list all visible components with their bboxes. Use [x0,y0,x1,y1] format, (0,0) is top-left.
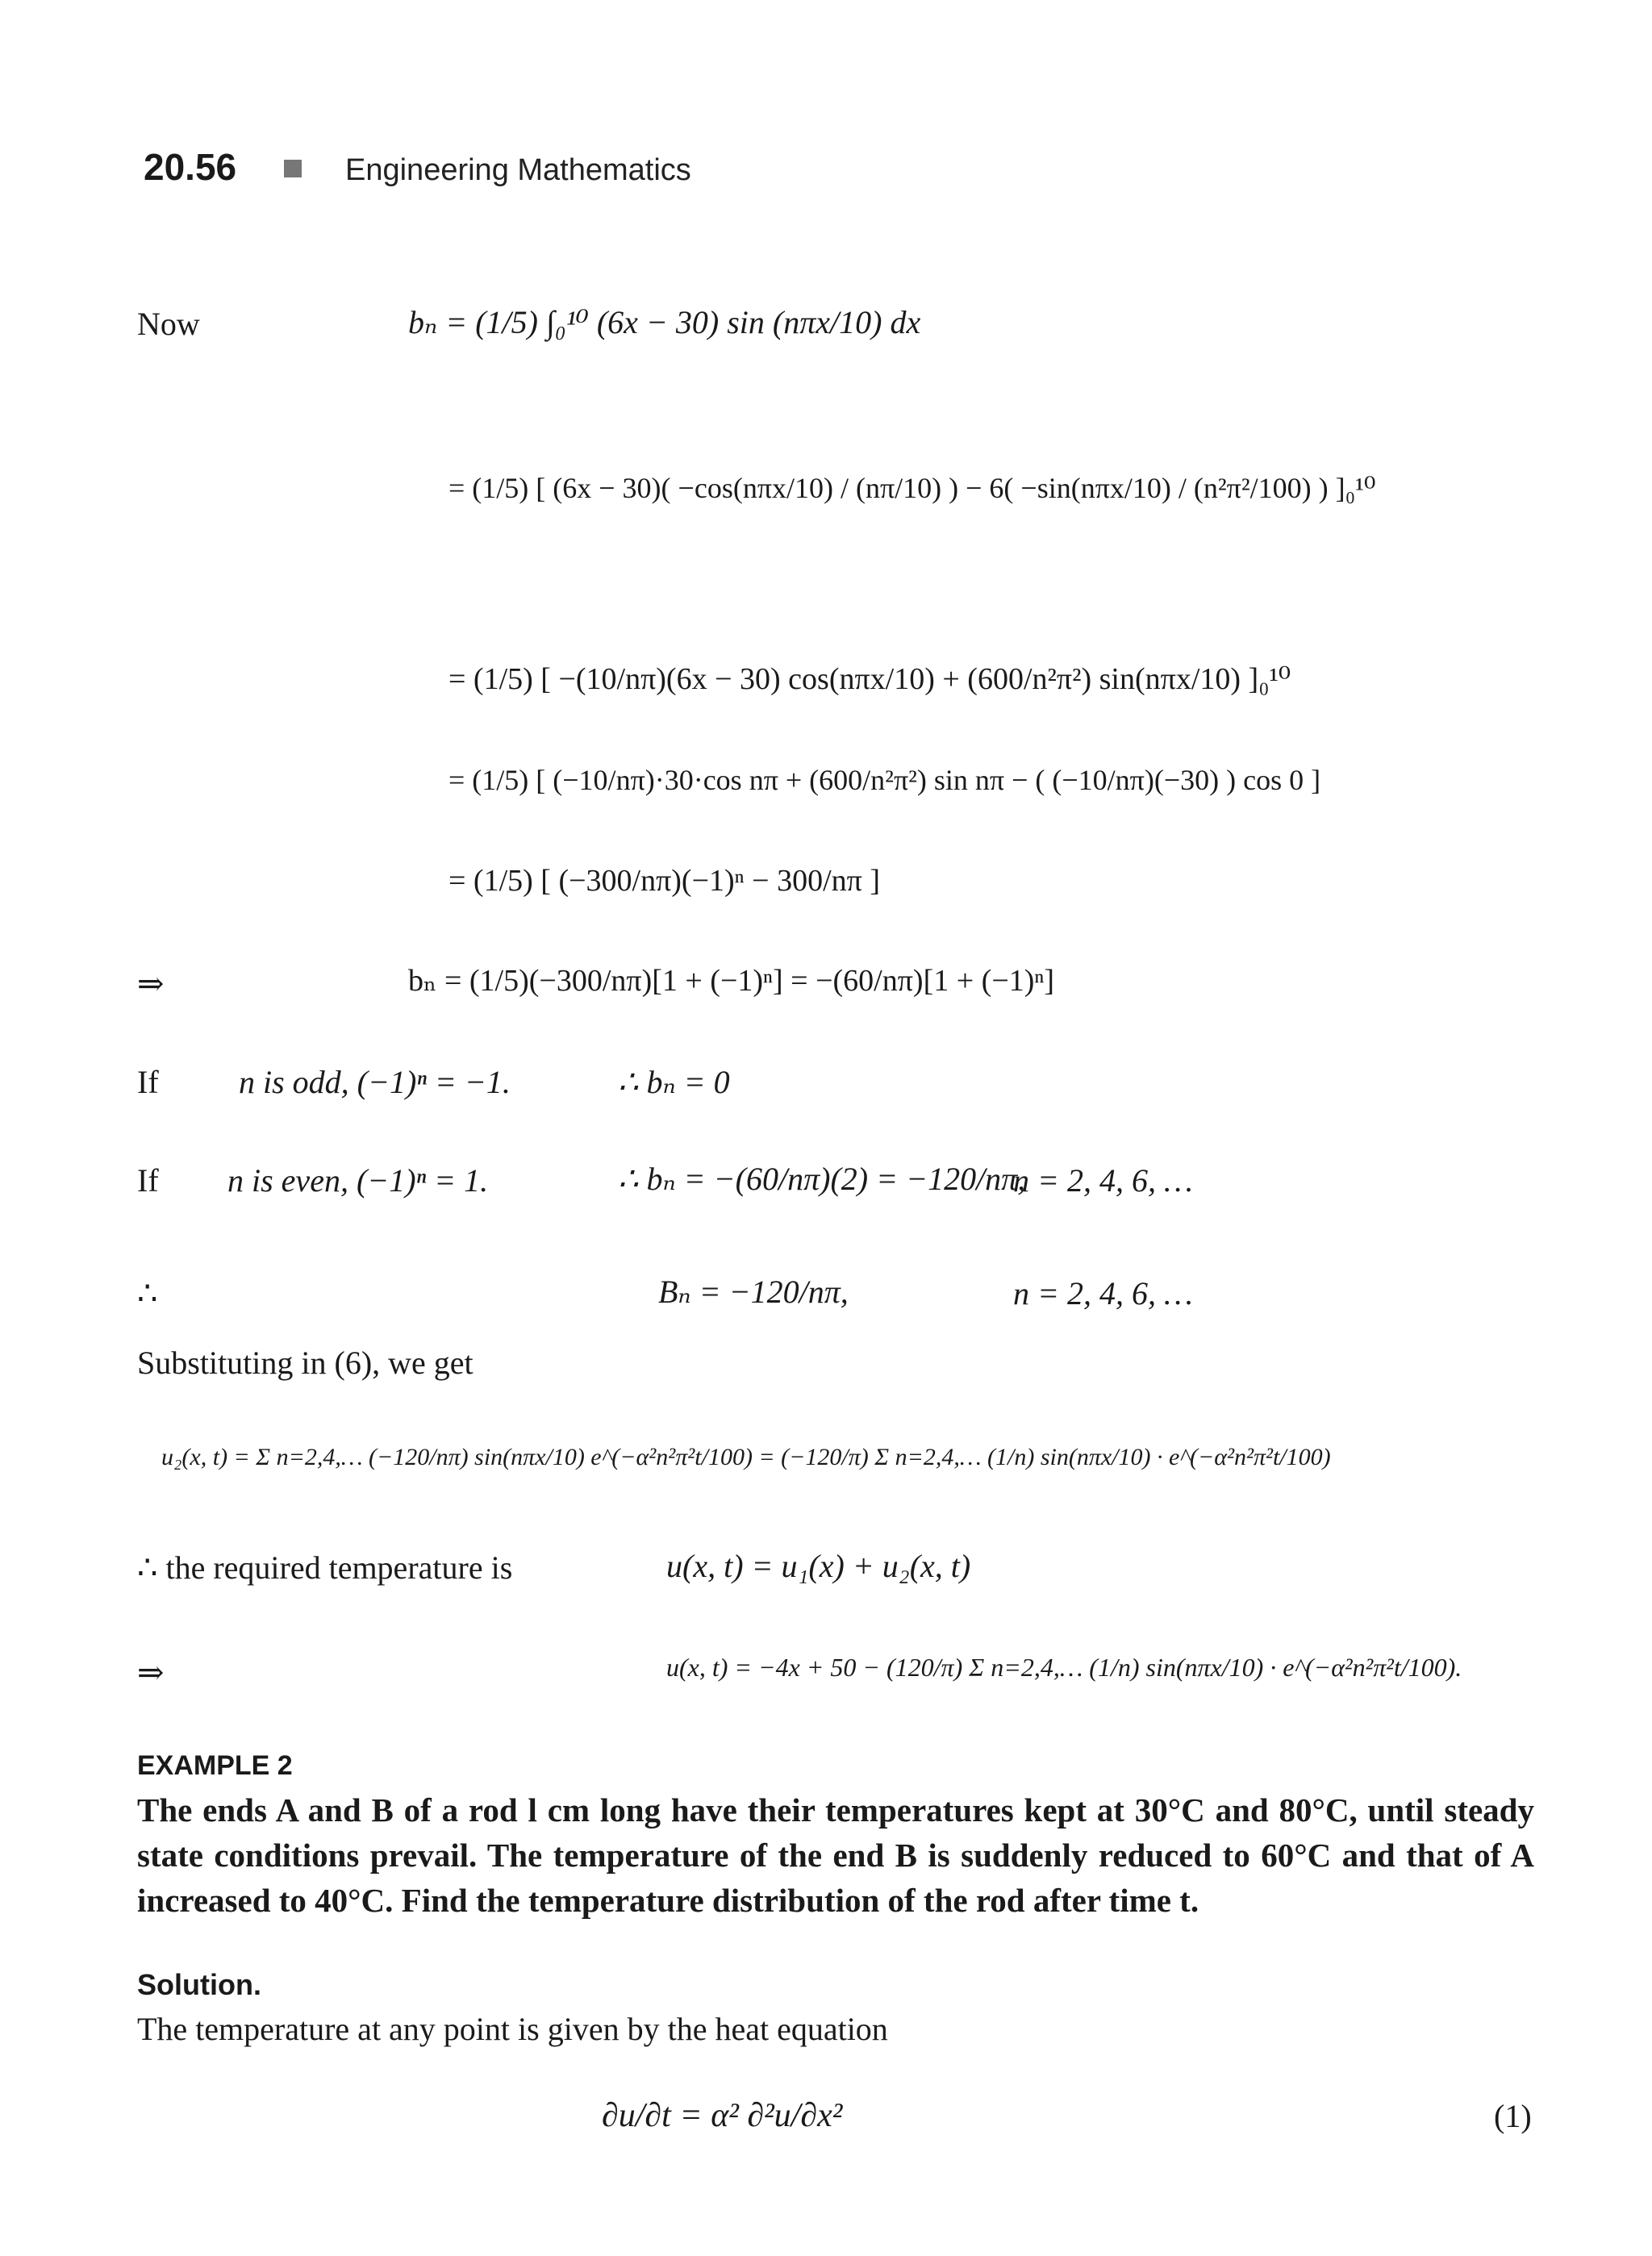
text-substituting: Substituting in (6), we get [137,1345,473,1381]
equation-Bn: Bₙ = −120/nπ, [658,1274,849,1310]
header-square-icon [284,160,302,177]
equation-bn-integral: bₙ = (1/5) ∫₀¹⁰ (6x − 30) sin (nπx/10) dx [408,304,921,340]
equation-heat: ∂u/∂t = α² ∂²u/∂x² [602,2097,843,2134]
label-if-odd: If [137,1064,159,1100]
label-now: Now [137,306,200,342]
solution-text: The temperature at any point is given by the heat equation [137,2011,888,2047]
page-number: 20.56 [144,146,237,188]
equation-u-sum: u(x, t) = u₁(x) + u₂(x, t) [666,1548,971,1584]
equation-bn-step-3: = (1/5) [ (−10/nπ)·30·cos nπ + (600/n²π²) sin nπ − ( (−10/nπ)(−30) ) cos 0 ] [448,764,1321,796]
condition-n-odd: n is odd, (−1)ⁿ = −1. [239,1064,511,1100]
equation-bn-step-4: = (1/5) [ (−300/nπ)(−1)ⁿ − 300/nπ ] [448,864,880,898]
example-heading: EXAMPLE 2 [137,1750,293,1781]
condition-n-even: n is even, (−1)ⁿ = 1. [227,1162,489,1199]
range-n-even: n = 2, 4, 6, … [1013,1162,1193,1199]
text-required-temperature: ∴ the required temperature is [137,1549,513,1586]
label-if-even: If [137,1162,159,1199]
therefore-symbol: ∴ [137,1275,158,1311]
result-bn-zero: ∴ bₙ = 0 [618,1064,730,1100]
implies-arrow-1: ⇒ [137,965,165,1002]
equation-bn-result: bₙ = (1/5)(−300/nπ)[1 + (−1)ⁿ] = −(60/nπ)[1 + (−1)ⁿ] [408,964,1055,998]
equation-bn-step-1: = (1/5) [ (6x − 30)( −cos(nπx/10) / (nπ/10) ) − 6( −sin(nπx/10) / (n²π²/100) ) ]₀¹⁰ [448,472,1376,504]
range-Bn: n = 2, 4, 6, … [1013,1275,1193,1311]
solution-heading: Solution. [137,1968,261,2001]
result-bn-even: ∴ bₙ = −(60/nπ)(2) = −120/nπ, [618,1161,1026,1197]
equation-u2: u₂(x, t) = Σ n=2,4,… (−120/nπ) sin(nπx/10) e^(−α²n²π²t/100) = (−120/π) Σ n=2,4,… (1/n) sin(nπx/10) · e^(−α²n²π²t/100) [161,1444,1331,1470]
equation-bn-step-2: = (1/5) [ −(10/nπ)(6x − 30) cos(nπx/10) + (600/n²π²) sin(nπx/10) ]₀¹⁰ [448,662,1291,696]
equation-number-1: (1) [1494,2098,1532,2134]
book-title: Engineering Mathematics [345,153,691,187]
example-problem: The ends A and B of a rod l cm long have their temperatures kept at 30°C and 80°C, until steady state conditions prevail. The temperature of the end B is suddenly reduced to 60°C and that of A increased to 40°C. Find the temperature distribution of the rod after time t. [137,1791,1534,1919]
equation-u-final: u(x, t) = −4x + 50 − (120/π) Σ n=2,4,… (1/n) sin(nπx/10) · e^(−α²n²π²t/100). [666,1653,1462,1682]
implies-arrow-2: ⇒ [137,1654,165,1691]
